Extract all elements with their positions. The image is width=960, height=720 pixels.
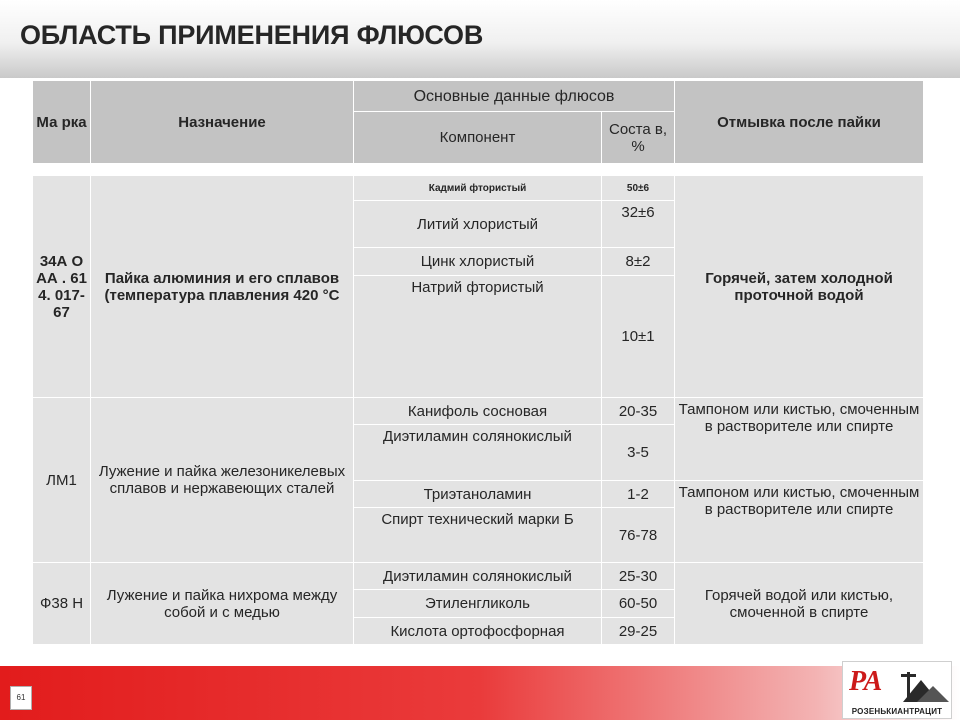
table-header xyxy=(32,80,924,164)
page-title: ОБЛАСТЬ ПРИМЕНЕНИЯ ФЛЮСОВ xyxy=(20,20,484,50)
purpose-cell: Лужение и пайка нихрома между собой и с медью xyxy=(91,563,354,645)
value-cell: 10±1 xyxy=(602,276,675,398)
logo-text: РОЗЕНЬКИАНТРАЦИТ xyxy=(851,707,943,716)
page-number: 61 xyxy=(10,686,32,710)
company-logo xyxy=(842,661,952,719)
value-cell: 50±6 xyxy=(602,176,675,201)
value-cell: 29-25 xyxy=(602,618,675,645)
footer-bar xyxy=(0,666,960,720)
value-cell: 1-2 xyxy=(602,481,675,508)
brand-cell: Ф38 Н xyxy=(33,563,91,645)
value-cell: 76-78 xyxy=(602,508,675,563)
brand-cell: ЛМ1 xyxy=(33,398,91,563)
component-cell: Диэтиламин солянокислый xyxy=(354,425,602,481)
brand-cell: 34А ОАА . 614. 017- 67 xyxy=(33,176,91,398)
header-brand: Ма рка xyxy=(33,81,91,164)
component-cell: Цинк хлористый xyxy=(354,248,602,276)
cleaning-cell: Тампоном или кистью, смоченным в растворителе или спирте xyxy=(675,481,924,563)
component-cell: Диэтиламин солянокислый xyxy=(354,563,602,590)
table-row xyxy=(33,398,924,425)
value-cell: 25-30 xyxy=(602,563,675,590)
value-cell: 32±6 xyxy=(602,201,675,248)
cleaning-cell: Тампоном или кистью, смоченным в растворителе или спирте xyxy=(675,398,924,481)
purpose-text: Пайка алюминия и его сплавов (температура плавления 420 °C xyxy=(104,269,340,304)
header-composition: Соста в, % xyxy=(602,112,675,164)
component-cell: Канифоль сосновая xyxy=(354,398,602,425)
component-cell: Натрий фтористый xyxy=(354,276,602,398)
component-cell: Литий хлористый xyxy=(354,201,602,248)
cleaning-cell: Горячей, затем холодной проточной водой xyxy=(675,176,924,398)
table-row xyxy=(33,176,924,201)
value-cell: 3-5 xyxy=(602,425,675,481)
table-row xyxy=(33,563,924,590)
component-cell: Триэтаноламин xyxy=(354,481,602,508)
header-cleaning: Отмывка после пайки xyxy=(675,81,924,164)
purpose-cell: Лужение и пайка железоникелевых сплавов и нержавеющих сталей xyxy=(91,398,354,563)
value-cell: 60-50 xyxy=(602,590,675,618)
header-purpose: Назначение xyxy=(91,81,354,164)
header-flux-data: Основные данные флюсов xyxy=(354,81,675,112)
table-body xyxy=(32,175,924,645)
value-cell: 20-35 xyxy=(602,398,675,425)
component-cell: Этиленгликоль xyxy=(354,590,602,618)
purpose-cell xyxy=(91,176,354,398)
cleaning-cell: Горячей водой или кистью, смоченной в спирте xyxy=(675,563,924,645)
component-cell: Кадмий фтористый xyxy=(354,176,602,201)
component-cell: Кислота ортофосфорная xyxy=(354,618,602,645)
value-cell: 8±2 xyxy=(602,248,675,276)
component-cell: Спирт технический марки Б xyxy=(354,508,602,563)
header-component: Компонент xyxy=(354,112,602,164)
logo-mark: РА xyxy=(849,666,883,697)
